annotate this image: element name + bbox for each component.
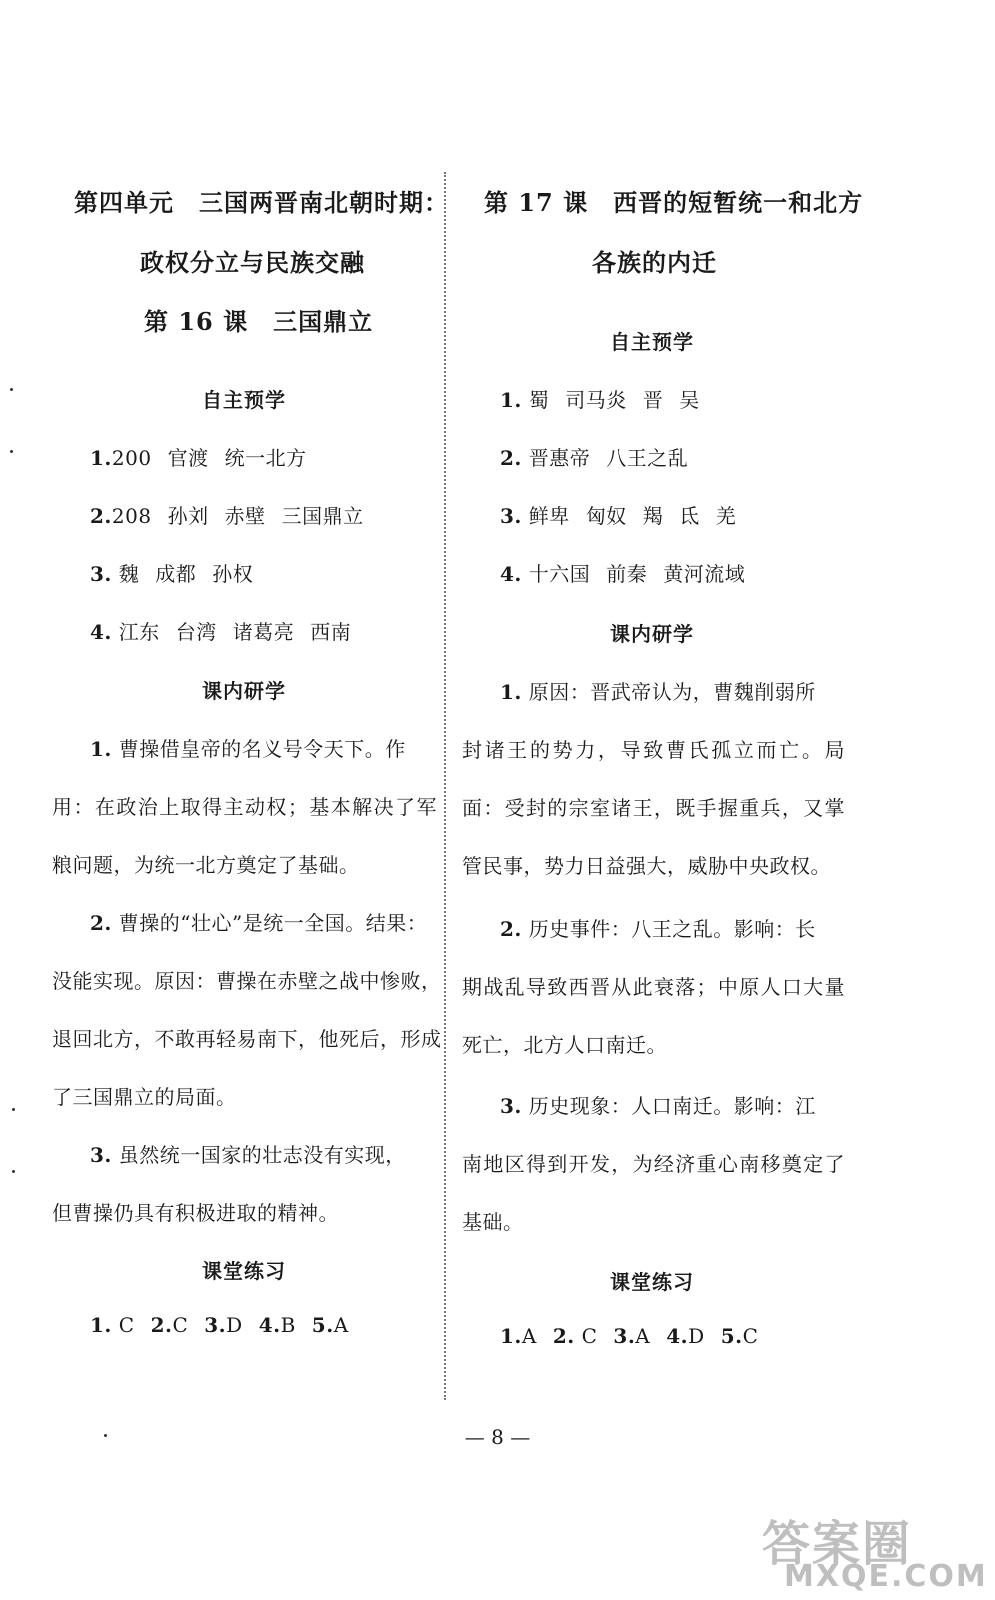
study-p2-line4: 了三国鼎立的局面。 — [52, 1085, 237, 1109]
unit-title-line2: 政权分立与民族交融 — [140, 248, 365, 277]
lesson-17-title-line2: 各族的内迁 — [592, 248, 717, 277]
study-p2-line2: 期战乱导致西晋从此衰落；中原人口大量 — [462, 975, 845, 999]
preview-item-3: 3. 魏 成都 孙权 — [90, 562, 254, 586]
study-p1-line3: 面：受封的宗室诸王，既手握重兵，又掌 — [462, 796, 845, 820]
practice-answers: 1.A 2. C 3.A 4.D 5.C — [500, 1324, 759, 1348]
study-p1-line4: 管民事，势力日益强大，威胁中央政权。 — [462, 854, 831, 878]
study-p2-line3: 死亡，北方人口南迁。 — [462, 1033, 667, 1057]
study-p3-line2: 南地区得到开发，为经济重心南移奠定了 — [462, 1152, 845, 1176]
study-p2-line3: 退回北方，不敢再轻易南下，他死后，形成 — [52, 1027, 442, 1051]
study-p1-line1: 1. 原因：晋武帝认为，曹魏削弱所 — [500, 680, 816, 704]
study-p2-line2: 没能实现。原因：曹操在赤壁之战中惨败， — [52, 969, 442, 993]
practice-answers: 1. C 2.C 3.D 4.B 5.A — [90, 1313, 349, 1337]
watermark-logo — [762, 1505, 988, 1595]
study-p3-line3: 基础。 — [462, 1210, 524, 1234]
study-p2-line1: 2. 历史事件：八王之乱。影响：长 — [500, 917, 816, 941]
preview-item-1: 1.200 官渡 统一北方 — [90, 446, 307, 470]
scan-speck — [10, 388, 13, 391]
practice-heading: 课堂练习 — [610, 1270, 694, 1294]
study-heading: 课内研学 — [202, 679, 286, 703]
study-p3-line1: 3. 历史现象：人口南迁。影响：江 — [500, 1094, 816, 1118]
study-heading: 课内研学 — [610, 622, 694, 646]
study-p1-line2: 封诸王的势力，导致曹氏孤立而亡。局 — [462, 738, 845, 762]
preview-item-4: 4. 江东 台湾 诸葛亮 西南 — [90, 620, 352, 644]
study-p1-line2: 用：在政治上取得主动权；基本解决了军 — [52, 795, 437, 819]
preview-item-3: 3. 鲜卑 匈奴 羯 氐 羌 — [500, 504, 737, 528]
practice-heading: 课堂练习 — [202, 1259, 286, 1283]
unit-title-line1: 第四单元 三国两晋南北朝时期： — [74, 188, 449, 217]
study-p3-line2: 但曹操仍具有积极进取的精神。 — [52, 1201, 339, 1225]
preview-heading: 自主预学 — [610, 330, 694, 354]
preview-item-4: 4. 十六国 前秦 黄河流域 — [500, 562, 746, 586]
study-p2-line1: 2. 曹操的“壮心”是统一全国。结果： — [90, 911, 428, 935]
column-divider — [444, 172, 446, 1400]
study-p1-line3: 粮问题，为统一北方奠定了基础。 — [52, 853, 360, 877]
page-number: — 8 — — [464, 1425, 531, 1449]
preview-item-2: 2.208 孙刘 赤壁 三国鼎立 — [90, 504, 364, 528]
preview-heading: 自主预学 — [202, 388, 286, 412]
scan-speck — [12, 1170, 15, 1173]
watermark-line1: 答案圈 — [762, 1516, 913, 1572]
study-p3-line1: 3. 虽然统一国家的壮志没有实现， — [90, 1143, 406, 1167]
watermark-line2: MXQE.COM — [784, 1559, 988, 1594]
scan-speck — [10, 450, 13, 453]
lesson-16-title: 第 16 课 三国鼎立 — [144, 307, 374, 336]
preview-item-2: 2. 晋惠帝 八王之乱 — [500, 446, 689, 470]
study-p1-line1: 1. 曹操借皇帝的名义号令天下。作 — [90, 737, 406, 761]
scan-speck — [104, 1434, 107, 1437]
lesson-17-title-line1: 第 17 课 西晋的短暂统一和北方 — [484, 188, 864, 217]
preview-item-1: 1. 蜀 司马炎 晋 吴 — [500, 388, 700, 412]
scan-speck — [12, 1108, 15, 1111]
